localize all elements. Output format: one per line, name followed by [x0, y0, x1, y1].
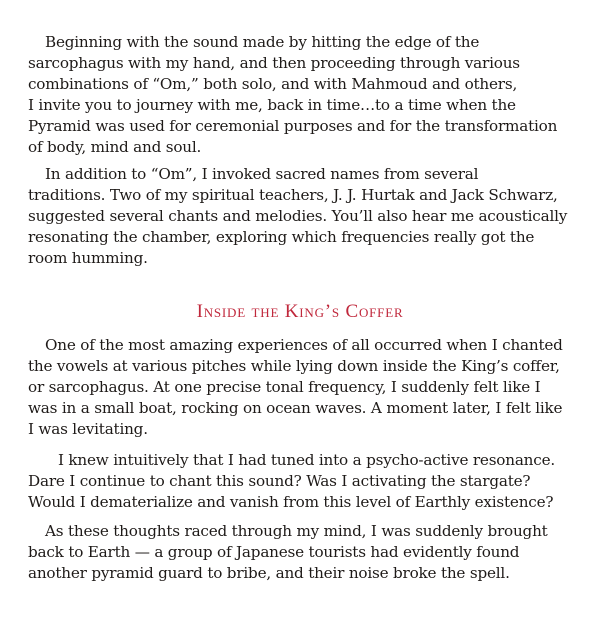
- text-line: Beginning with the sound made by hitting the edge of the: [45, 33, 480, 51]
- text-line: Pyramid was used for ceremonial purposes and for the transformation: [28, 117, 558, 135]
- text-line: of body, mind and soul.: [28, 138, 202, 156]
- text-line: was in a small boat, rocking on ocean waves. A moment later, I felt like: [28, 399, 563, 417]
- section-heading: Inside the King’s Coffer: [196, 301, 404, 322]
- text-line: combinations of “Om,” both solo, and with Mahmoud and others,: [28, 75, 518, 93]
- text-line: suggested several chants and melodies. You’ll also hear me acoustically: [28, 207, 568, 225]
- text-line: sarcophagus with my hand, and then proceeding through various: [28, 54, 520, 72]
- text-line: or sarcophagus. At one precise tonal frequency, I suddenly felt like I: [28, 378, 541, 396]
- text-line: traditions. Two of my spiritual teachers, J. J. Hurtak and Jack Schwarz,: [28, 186, 558, 204]
- text-line: As these thoughts raced through my mind, I was suddenly brought: [45, 522, 548, 540]
- text-line: One of the most amazing experiences of all occurred when I chanted: [45, 336, 563, 354]
- text-line: back to Earth — a group of Japanese tourists had evidently found: [28, 543, 520, 561]
- text-line: Dare I continue to chant this sound? Was I activating the stargate?: [28, 472, 531, 490]
- text-line: In addition to “Om”, I invoked sacred names from several: [45, 165, 479, 183]
- text-line: resonating the chamber, exploring which frequencies really got the: [28, 228, 535, 246]
- text-line: I knew intuitively that I had tuned into a psycho-active resonance.: [58, 451, 555, 469]
- text-line: Would I dematerialize and vanish from this level of Earthly existence?: [28, 493, 554, 511]
- text-line: the vowels at various pitches while lying down inside the King’s coffer,: [28, 357, 560, 375]
- text-line: room humming.: [28, 249, 148, 267]
- text-line: I invite you to journey with me, back in time…to a time when the: [28, 96, 516, 114]
- text-line: another pyramid guard to bribe, and their noise broke the spell.: [28, 564, 510, 582]
- text-line: I was levitating.: [28, 420, 148, 438]
